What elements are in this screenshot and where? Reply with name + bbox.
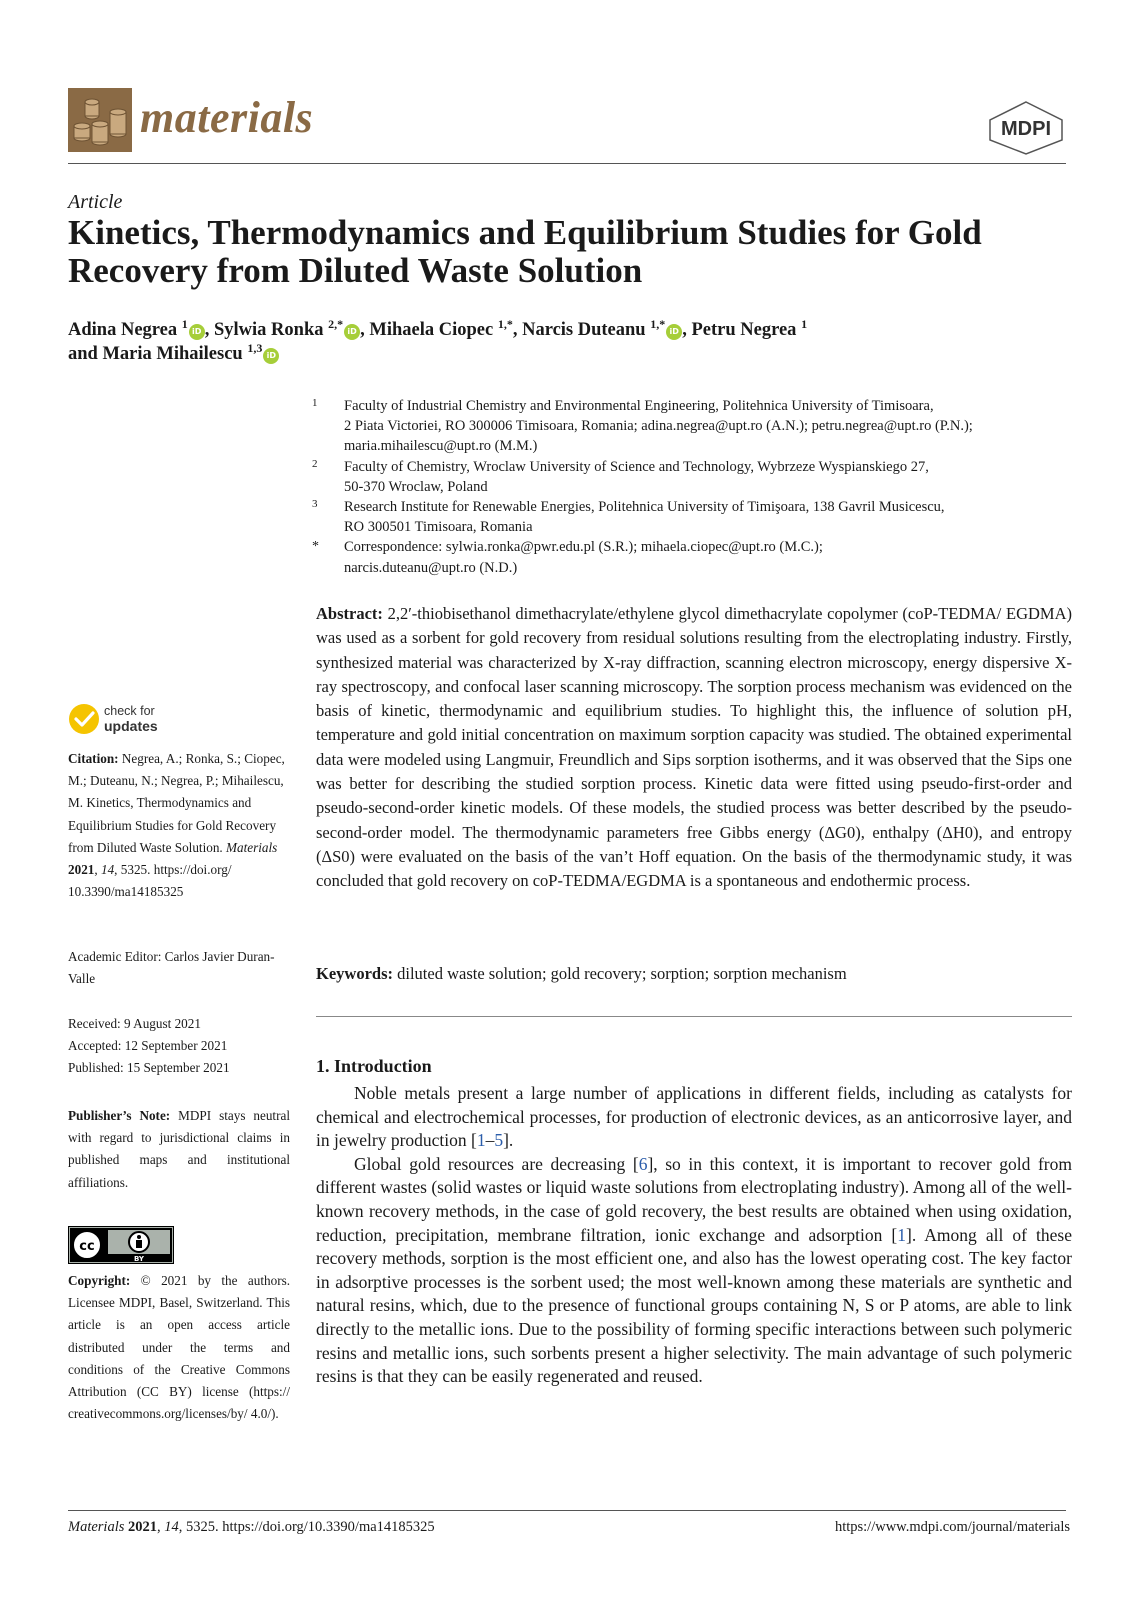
- affiliation-line: narcis.duteanu@upt.ro (N.D.): [344, 559, 518, 576]
- keywords: [316, 962, 1072, 986]
- mdpi-logo-text: MDPI: [1001, 118, 1051, 140]
- journal-logo-icon: [68, 88, 132, 152]
- affiliation-marker: 3: [312, 498, 318, 511]
- citation-link[interactable]: 5: [494, 1130, 504, 1151]
- citation-label: Citation:: [68, 751, 119, 766]
- affiliation-line: maria.mihailescu@upt.ro (M.M.): [344, 438, 538, 455]
- affiliation-item: [312, 457, 1072, 497]
- correspondence-marker: *: [312, 539, 319, 555]
- abstract: [316, 602, 1072, 894]
- footer-journal-url[interactable]: https://www.mdpi.com/journal/materials: [834, 1519, 1070, 1535]
- citation-range-dash: –: [485, 1130, 495, 1151]
- paragraph-text: Noble metals present a large number of applications in different fields, including as catalysts for chemical and electrochemical processes, for production of electronic devices, as an anticorrosive layer, and in jewelry production [: [316, 1083, 1072, 1151]
- paragraph-text: Global gold resources are decreasing [: [354, 1153, 639, 1174]
- author-affiliation-sup: 1: [181, 316, 188, 331]
- article-type: Article: [68, 191, 123, 213]
- citation-block: Citation: Negrea, A.; Ronka, S.; Ciopec, M.; Duteanu, N.; Negrea, P.; Mihailescu, M. Kinetics, Thermodynamics and Equilibrium Studies for Gold Recovery from Diluted Waste Solution. Materials 2021, 14, 5325. https://doi.org/ 10.3390/ma14185325: [68, 751, 285, 900]
- author-affiliation-sup: 1,*: [497, 316, 513, 331]
- citation-link[interactable]: 1: [897, 1224, 906, 1245]
- footer-journal: Materials: [68, 1519, 125, 1535]
- introduction-body: [316, 1082, 1072, 1389]
- cc-by-license-icon[interactable]: [68, 1226, 174, 1264]
- citation-journal: Materials: [226, 839, 278, 855]
- affiliation-line: 2 Piata Victoriei, RO 300006 Timisoara, Romania; adina.negrea@upt.ro (A.N.); petru.negrea@upt.ro (P.N.);: [344, 418, 973, 435]
- author-name: Narcis Duteanu: [522, 320, 646, 340]
- author-affiliation-sup: 1,*: [650, 316, 666, 331]
- affiliation-item: [312, 497, 1072, 537]
- publishers-note-label: Publisher’s Note:: [68, 1108, 171, 1123]
- section-heading: 1. Introduction: [316, 1056, 432, 1076]
- received-date: Received: 9 August 2021: [68, 1016, 201, 1031]
- paragraph: [316, 1082, 1072, 1153]
- abstract-text: 2,2′-thiobisethanol dimethacrylate/ethylene glycol dimethacrylate copolymer (coP-TEDMA/ EGDMA) was used as a sorbent for gold recovery from residual solutions resulting from the electroplating industry. Firstly, synthesized material was characterized by X-ray diffraction, scanning electron microscopy, energy dispersive X-ray spectroscopy, and confocal laser scanning microscopy. The sorption process mechanism was evidenced on the basis of kinetic, thermodynamic and equilibrium studies. To highlight this, the influence of solution pH, temperature and gold initial concentration on maximum sorption capacity was studied. The obtained experimental data were modeled using Langmuir, Freundlich and Sips sorption isotherms, and it was observed that the Sips one was better for describing the studied sorption process. Kinetic data were fitted using pseudo-first-order and pseudo-second-order kinetic models. Of these models, the studied process was better described by the pseudo-second-order model. The thermodynamic parameters free Gibbs energy (ΔG0), enthalpy (ΔH0), and entropy (ΔS0) were evaluated on the basis of the van’t Hoff equation. On the basis of the thermodynamic study, it was concluded that gold recovery on coP-TEDMA/EGDMA is a spontaneous and endothermic process.: [316, 604, 1072, 891]
- affiliation-item: [312, 396, 1072, 457]
- publication-dates: [68, 1013, 290, 1080]
- copyright-text: © 2021 by the authors. Licensee MDPI, Basel, Switzerland. This article is an open access article distributed under the terms and conditions of the Creative Commons Attribution (CC BY) license (https:// creativecommons.org/licenses/by/ 4.0/).: [68, 1273, 291, 1422]
- affiliation-item: [312, 537, 1072, 577]
- publishers-note: [68, 1105, 290, 1194]
- copyright-block: [68, 1270, 290, 1425]
- footer-year: 2021: [128, 1519, 158, 1535]
- accepted-date: Accepted: 12 September 2021: [68, 1038, 228, 1054]
- author-name: Adina Negrea: [68, 320, 178, 340]
- svg-text:cc: cc: [79, 1239, 95, 1254]
- paragraph-text: ]. Among all of these recovery methods, sorption is the most efficient one, and also has the lowest operating cost. The key factor in adsorptive processes is the sorbent used; the most well-known among these materials are synthetic and natural resins, which, due to the presence of functional groups containing N, S or P atoms, are able to link directly to the metallic ions. Due to the possibility of forming specific interactions between such polymeric resins and metallic ions, such sorbents present a higher selectivity. The main advantage of such polymeric resins is that they can be easily regenerated and reused.: [316, 1224, 1072, 1387]
- author-affiliation-sup: 2,*: [328, 316, 344, 331]
- author-affiliation-sup: 1,3: [247, 340, 263, 355]
- check-updates-line2: updates: [104, 718, 158, 734]
- author-affiliation-sup: 1: [801, 316, 808, 331]
- author-name: Maria Mihailescu: [102, 344, 243, 364]
- journal-name: materials: [140, 93, 314, 142]
- affiliation-line: Faculty of Chemistry, Wroclaw University of Science and Technology, Wybrzeze Wyspianskiego 27,: [344, 458, 929, 475]
- authors-joiner: and: [68, 344, 98, 364]
- abstract-label: Abstract:: [316, 604, 383, 623]
- affiliation-line: Faculty of Industrial Chemistry and Environmental Engineering, Politehnica University of Timisoara,: [344, 398, 934, 414]
- orcid-icon[interactable]: iD: [263, 348, 279, 364]
- paragraph-text: ], so in this context, it is important to recover gold from different wastes (solid wastes or liquid waste solutions from electroplating industry). Among all of the well-known recovery methods, in the case of gold recovery, the best results are obtained when using oxidation, reduction, precipitation, membrane filtration, ionic exchange and adsorption [: [316, 1153, 1072, 1245]
- affiliation-line: 50-370 Wroclaw, Poland: [344, 478, 488, 495]
- article-title: Kinetics, Thermodynamics and Equilibrium Studies for Gold Recovery from Diluted Waste Solution: [68, 213, 982, 290]
- copyright-label: Copyright:: [68, 1273, 131, 1288]
- orcid-icon[interactable]: iD: [666, 324, 682, 340]
- footer-citation: Materials 2021, 14, 5325. https://doi.org/10.3390/ma14185325: [68, 1519, 435, 1535]
- orcid-icon[interactable]: iD: [344, 324, 360, 340]
- footer-rule: [68, 1510, 1066, 1511]
- author-list: Adina Negrea $^1$iD , Sylwia Ronka $^{2,*}$iD , Mihaela Ciopec $^{1,*}$, Narcis Duteanu $^{1,*}$iD , Petru Negrea $^1$ and Maria Mihailescu $^{1,3}$iD: [68, 316, 808, 364]
- affiliation-line: RO 300501 Timisoara, Romania: [344, 519, 533, 536]
- orcid-icon[interactable]: iD: [189, 324, 205, 340]
- citation-year: 2021: [68, 862, 95, 878]
- author-name: Mihaela Ciopec: [369, 320, 494, 340]
- header-rule: [68, 163, 1066, 164]
- academic-editor: Academic Editor: Carlos Javier Duran-Valle: [68, 949, 275, 987]
- svg-text:BY: BY: [133, 1255, 145, 1263]
- citation-link[interactable]: 6: [638, 1153, 648, 1174]
- paragraph: [316, 1153, 1072, 1389]
- check-for-updates-badge[interactable]: [68, 703, 228, 737]
- keywords-label: Keywords:: [316, 964, 393, 983]
- author-name: Petru Negrea: [691, 320, 797, 340]
- affiliation-marker: 1: [312, 397, 318, 409]
- section-divider: [316, 1016, 1072, 1017]
- footer-doi[interactable]: , 5325. https://doi.org/10.3390/ma14185325: [178, 1519, 435, 1535]
- citation-volume: 14: [100, 862, 115, 878]
- footer-volume: 14: [164, 1519, 179, 1535]
- keywords-text: diluted waste solution; gold recovery; sorption; sorption mechanism: [397, 964, 847, 983]
- citation-text: Negrea, A.; Ronka, S.; Ciopec, M.; Duteanu, N.; Negrea, P.; Mihailescu, M. Kinetics, Thermodynamics and Equilibrium Studies for Gold Recovery from Diluted Waste Solution.: [68, 751, 285, 855]
- citation-doi[interactable]: , 5325. https://doi.org/ 10.3390/ma14185325: [68, 862, 232, 900]
- published-date: Published: 15 September 2021: [68, 1060, 230, 1076]
- author-name: Sylwia Ronka: [214, 320, 324, 340]
- mdpi-logo: [986, 100, 1066, 156]
- publishers-note-text: MDPI stays neutral with regard to jurisdictional claims in published maps and institutional affiliations.: [68, 1108, 291, 1190]
- affiliation-marker: 2: [312, 457, 318, 470]
- affiliation-line: Research Institute for Renewable Energies, Politehnica University of Timişoara, 138 Gavril Musicescu,: [344, 499, 945, 516]
- citation-link[interactable]: 1: [476, 1130, 486, 1151]
- affiliations: [312, 396, 1072, 578]
- paragraph-text: ].: [503, 1130, 514, 1151]
- checkmark-icon: [68, 703, 100, 735]
- affiliation-line: Correspondence: sylwia.ronka@pwr.edu.pl (S.R.); mihaela.ciopec@upt.ro (M.C.);: [344, 539, 823, 556]
- check-updates-line1: check for: [104, 704, 155, 718]
